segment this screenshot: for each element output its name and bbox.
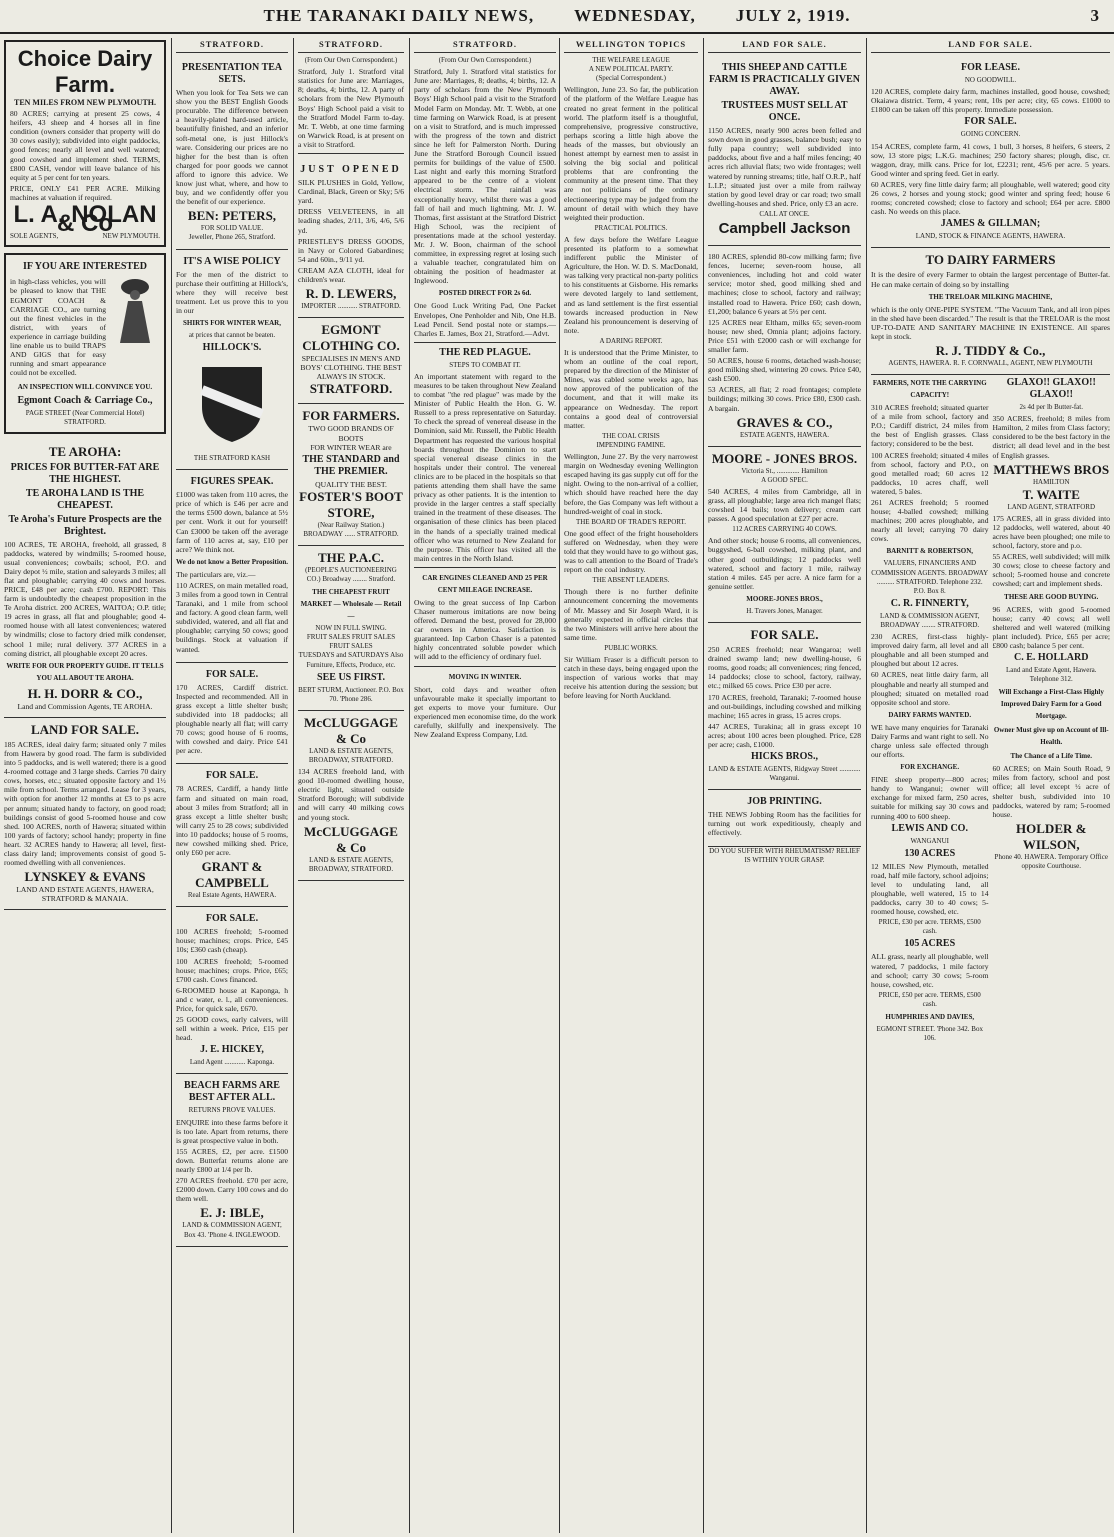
news-body: A few days before the Welfare League presented its platform to a somewhat indifferent public the Minister of Agriculture, the Hon. W. D. S. MacDonald, was talking very practical non-party politics to his constituents at Gisborne. His remarks were devoted largely to land settlement, and as land settlement is the first essential towards increased production in New Zealand his pronouncement is deserving of note. <box>564 234 698 335</box>
ad-listing: 6-ROOMED house at Kaponga, h and c water, e. l., all conveniences. Price, for quick sale, £670. <box>176 985 288 1013</box>
ad-line: A GOOD SPEC. <box>761 475 808 484</box>
agent-sub: H. Travers Jones, Manager. <box>746 606 823 615</box>
treloar-ad <box>871 248 1110 375</box>
agent-sub: AGENTS, HAWERA. R. F. CORNWALL, AGENT, NEW PLYMOUTH <box>888 358 1093 367</box>
ad-listing: 96 ACRES, with good 5-roomed house; carry 40 cows; all well sheltered and well watered (milking plant included). Price, £65 per acre; £800 cash; balance 5 per cent. <box>992 604 1110 650</box>
agent-sub: FOR SOLID VALUE. <box>200 224 264 233</box>
ad-listing: 53 ACRES, all flat; 2 road frontages; complete buildings; milking 30 cows. Price £80, £300 cash. A bargain. <box>708 385 861 413</box>
ad-title: 130 ACRES <box>904 847 956 859</box>
ad-line: BERT STURM, Auctioneer. P.O. Box 70. 'Phone 286. <box>298 685 404 703</box>
agent-sub: Real Estate Agents, HAWERA. <box>187 891 277 900</box>
for-sale-ad <box>176 764 288 907</box>
ad-title: FOR SALE. <box>205 668 259 680</box>
ad-line: TWO GOOD BRANDS OF BOOTS <box>308 424 394 443</box>
page-number: 3 <box>1090 6 1100 25</box>
ad-subtitle: RETURNS PROVE VALUES. <box>188 1106 276 1115</box>
agent-name: C. R. FINNERTY, <box>890 597 969 609</box>
hillocks-ad <box>176 250 288 471</box>
ad-body: When you look for Tea Sets we can show you the BEST English Goods procurable. The difference between a heavily-plated hard-used article, beautifully finished, and an inferior soft-metal one, is just Hillock's ware. Considering our prices are no higher for the best than is often charged for poor goods we cannot afford to ignore this advice. We know just what, where, and how to buy, and we confidently offer you the benefit of our experience. <box>176 88 288 207</box>
ad-listing: 250 ACRES freehold; near Wangaroa; well drained swamp land; new dwelling-house, 6 rooms, good roads; all conveniences; ring fenced, 14 paddocks; close to school, factory, railway, etc.; milked 65 cows. Price £30 per acre. <box>708 645 861 691</box>
ad-line: SEE US FIRST. <box>317 671 385 683</box>
news-subhead: THE BOARD OF TRADE'S REPORT. <box>575 517 687 526</box>
ad-line: We do not know a Better Proposition. <box>176 557 288 566</box>
ad-line: FRUIT SALES FRUIT SALES FRUIT SALES <box>306 633 396 651</box>
news-headline: THE RED PLAGUE. <box>439 346 531 358</box>
ad-body: £1000 was taken from 110 acres, the price of which is £46 per acre and the terms £500 down, balance at 5½ per cent. Work it out for yourself! Can £3000 be taken off the average farm of 110 acres at, say, £10 per acre? We think not. <box>176 490 288 554</box>
column-heading: LAND FOR SALE. <box>871 38 1110 53</box>
egmont-clothing-ad <box>298 318 404 404</box>
agent-sub: LAND & ESTATE AGENTS, Ridgway Street ............ Wanganui. <box>708 765 861 783</box>
ad-body: 185 ACRES, ideal dairy farm; situated only 7 miles from Hawera by good road. The farm is subdivided into 5 paddocks, and is well watered; there is a good 4-roomed cottage and 3 large sheds. Carries 70 dairy cows, horses, etc.; situated opposite factory and 1½ mile from school. Terms arranged. Lease for 3 years, with option for another 12 months at £3 to ps acre per annum; situated handy to factory, on good road; buildings consist of good 5-roomed house and cow shed. 100 ACRES, north of Hawera; situated within 100 yards of factory; school handy; property in fine heart. 32 ACRES handy to Hawera; all level, first-class dairy land; improvements consist of good 5-roomed dwelling with all conveniences. <box>4 739 166 868</box>
agent-name: E. J: IBLE, <box>200 1205 264 1221</box>
ad-title: FOR SALE. <box>205 770 259 782</box>
ad-line: Te Aroha's Future Prospects are the Brightest. <box>8 513 162 537</box>
ad-listing: 78 ACRES, Cardiff, a handy little farm and situated on main road, about 3 miles from Stratford; all in grass except a little shelter bush; will carry 25 to 28 cows; subdivided into 10 paddocks; house of 5 rooms, new cowshed milking shed. Price, only £60 per acre. <box>176 784 288 858</box>
ad-body: THE NEWS Jobbing Room has the facilities for turning out work expeditiously, cheaply and effectively. <box>708 810 861 838</box>
ad-listing: And other stock; house 6 rooms, all conveniences, buggyshed, 6-ball cowshed, milking plant, and other good outbuildings; 12 paddocks well watered, school and factory 1 mile, railway station 4 miles. £45 per acre. A nice farm for a genuine settler. <box>708 536 861 591</box>
news-body: It is understood that the Prime Minister, to whom an outline of the coal report, prepared by the direction of the Minister of Mines, was cabled some weeks ago, has now approved of the publication of the document, and that it will make its appearance on Wednesday. The report contains a good deal of controversial matter. <box>564 348 698 430</box>
ad-line: 112 ACRES CARRYING 40 COWS. <box>732 525 837 534</box>
column-heading: WELLINGTON TOPICS <box>564 38 698 53</box>
column-heading: STRATFORD. <box>176 38 288 53</box>
column-2 <box>172 38 292 1533</box>
ad-listing: 540 ACRES, 4 miles from Cambridge, all in grass, all ploughable; large area rich mangel flats; cowshed 14 bails; town delivery; cream cart passes. A good speculation at £27 per acre. <box>708 486 861 524</box>
agent-name: GRAVES & CO., <box>736 414 833 430</box>
agent-sub: LAND & COMMISSION AGENT, BROADWAY ........ STRATFORD. <box>880 611 980 629</box>
ad-write: WRITE FOR OUR PROPERTY GUIDE. IT TELLS YOU ALL ABOUT TE AROHA. <box>6 661 164 682</box>
agent-name: FOSTER'S BOOT STORE, <box>299 488 403 520</box>
ad-body: For the men of the district to purchase their outfitting at Hillock's, where they will receive best treatment. Let us prove this to you in our <box>176 269 288 315</box>
ad-title: DAIRY FARMS WANTED. <box>888 710 972 719</box>
ad-line: TE AROHA LAND IS THE CHEAPEST. <box>25 487 145 511</box>
byline: (From Our Own Correspondent.) <box>304 56 398 65</box>
ad-line: SHIRTS FOR WINTER WEAR, <box>183 318 281 327</box>
shield-text: THE STRATFORD KASH <box>193 454 271 463</box>
ad-subtitle: TRUSTEES MUST SELL AT ONCE. <box>721 100 848 124</box>
agent-sub: LAND, STOCK & FINANCE AGENTS, HAWERA. <box>915 232 1066 241</box>
agent-sub: LAND AGENT, STRATFORD <box>1007 502 1096 511</box>
news-body: An important statement with regard to the measures to be taken throughout New Zealand to combat "the red plague" was made by the Minister of Public Health the Hon. G. W. Russell to a press representative on Saturday. To check the spread of venereal disease in the Dominion, said Mr. Russell, the Public Health Department has requested the various hospital boards throughout the Dominion to start special venereal disease clinics in the hospitals under their control. The venereal clinics are to be placed in the hospitals so that patients attending them shall have the same privacy as other patients. It is the intention to provide in the larger centres a staff specially trained in the treatment of these diseases. The organisation of these clinics has been placed in the hands of a specially trained medical officer who was returned to New Zealand for the purpose. This officer has visited all the main centres in the North Island. <box>414 371 556 563</box>
ad-price: PRICE, ONLY £41 PER ACRE. Milking machines at valuation if required. <box>10 183 160 202</box>
agent-name: HICKS BROS., <box>751 751 818 763</box>
ad-firm: Egmont Coach & Carriage Co., <box>17 395 153 407</box>
agent-name: H. H. DORR & CO., <box>27 685 143 701</box>
ad-listing: 230 ACRES, first-class highly-improved dairy farm, all level and all ploughable and all been stumped and ploughed but about 12 acres. <box>871 632 989 669</box>
ad-line: THE CHEAPEST FRUIT MARKET — Wholesale — Retail — <box>300 588 402 621</box>
agent-sub: Phone 40. HAWERA. Temporary Office opposite Courthouse. <box>994 852 1108 870</box>
graves-ad <box>708 246 861 447</box>
ad-title: TO DAIRY FARMERS <box>925 252 1056 268</box>
agent-name: Campbell Jackson <box>718 220 851 238</box>
ad-line: The particulars are, viz.— <box>176 569 256 579</box>
ad-body: 80 ACRES; carrying at present 25 cows, 4 heifers, 43 sheep and 4 horses all in fine condition (owners consider that property will do 30 cows easily); subdivided into eight paddocks, good fences; nearly all level and well watered; good cowshed and implement shed. TERMS, £800 CASH, vendor will leave balance of his equity at 5 per cent for ten years. <box>10 109 160 182</box>
ad-listing: 180 ACRES, splendid 80-cow milking farm; five fences, lucerne; seven-room house, all conveniences, including hot and cold water service; motor shed, good milking shed and machines; close to school, factory and railway; installed road to Hawera. Price £60; cash down, £1,200; balance 6 years at 5½ per cent. <box>708 252 861 316</box>
agent-name: R. D. LEWERS, <box>305 286 397 302</box>
ad-subtitle: Owner Must give up on Account of Ill-Health. <box>993 726 1109 747</box>
news-body: Stratford, July 1. Stratford vital statistics for June are: Marriages, 8; deaths, 4; births, 12. A party of scholars from the New Plymouth Boys' High School paid a visit to the Stratford Model Farm to-day. Mr. T. Webb, at one time farming on Warwick Road, is at present on a visit to Stratford. <box>298 67 404 149</box>
ad-listing: 125 ACRES near Eltham, milks 65; seven-room house; new shed, Omnia plant; adjoins factory. Price £51 with £2000 cash or will exchange for smaller farm. <box>708 317 861 354</box>
fosters-ad <box>298 404 404 546</box>
ad-listing: 447 ACRES, Turakina; all in grass except 10 acres; about 100 acres been ploughed. Price, £28 per acre; cash, £1000. <box>708 721 861 749</box>
ad-title: TE AROHA: <box>48 443 122 459</box>
ad-body: ENQUIRE into these farms before it is too late. Apart from returns, there is great prospective value in both. <box>176 1117 288 1145</box>
news-body: Though there is no further definite announcement concerning the movements of Mr. Massey and Sir Joseph Ward, it is generally expected in official circles that the two Ministers will arrive here about the same time. <box>564 587 698 642</box>
agent-name: J. E. HICKEY, <box>200 1044 264 1056</box>
te-aroha-ad <box>4 440 166 718</box>
byline: (Special Correspondent.) <box>596 74 666 83</box>
masthead <box>0 0 1114 34</box>
news-subhead: PRACTICAL POLITICS. <box>594 223 668 232</box>
news-subhead: POSTED DIRECT FOR 2s 6d. <box>438 289 532 298</box>
ad-listing: 155 ACRES, £2, per acre. £1500 down. Butterfat returns alone are nearly £800 at 1/4 per lb. <box>176 1146 288 1175</box>
news-headline: MOVING IN WINTER. <box>448 672 522 681</box>
column-1 <box>0 38 170 1533</box>
ad-title: FOR SALE. <box>750 627 819 643</box>
agent-name: LEWIS AND CO. <box>891 822 968 834</box>
lewers-ad <box>298 158 404 318</box>
news-subhead: THE COAL CRISIS <box>602 431 660 440</box>
agent-name: HUMPHRIES AND DAVIES, <box>885 1013 975 1022</box>
agent-sub: LAND & ESTATE AGENTS, BROADWAY, STRATFORD. <box>308 746 394 764</box>
news-body: Wellington, June 27. By the very narrowest margin on Wednesday evening Wellington escaped having its gas supply cut off for the night. Owing to the non-arrival of a collier, which should have reached here the day before, the Gas Company was left without a hundred-weight of coal in stock. <box>564 452 698 516</box>
ad-title: 105 ACRES <box>904 938 956 950</box>
ad-listing: 60 ACRES, neat little dairy farm, all ploughable and nearly all stumped and ploughed; situated on metalled road opposite school and store. <box>871 670 989 707</box>
ad-title: JOB PRINTING. <box>747 796 822 808</box>
ad-title: FOR SALE. <box>205 913 259 925</box>
column-7 <box>867 38 1114 1533</box>
agent-name: MATTHEWS BROS <box>993 461 1110 477</box>
agent-name: LYNSKEY & EVANS <box>24 869 146 885</box>
agent-name: C. E. HOLLARD <box>1014 652 1089 664</box>
ad-listing: 100 ACRES freehold; situated 4 miles from school, factory and P.O., on good metalled road; 60 acres 12 paddocks, 10 acres chaff, well watered, 5 bales. <box>871 450 989 496</box>
ad-subtitle: GOING CONCERN. <box>960 130 1021 139</box>
ad-price: PRICE, £30 per acre. TERMS, £500 cash. <box>878 918 981 936</box>
ad-title: THESE ARE GOOD BUYING. <box>1004 592 1099 601</box>
news-subhead: IMPENDING FAMINE. <box>596 440 666 449</box>
news-body: Short, cold days and weather often unfavourable make it specially important to get experts to move your furniture. Our experienced men economise time, do the work carefully, skilfully and inexpensively. The New Zealand Express Company, Ltd. <box>414 684 556 739</box>
ad-title: Choice Dairy Farm. <box>17 46 153 97</box>
agent-role: SOLE AGENTS, <box>10 232 59 241</box>
for-sale-ad <box>176 663 288 765</box>
ad-title: EGMONT CLOTHING CO. <box>302 322 400 354</box>
agent-name: MOORE-JONES BROS., <box>746 594 823 603</box>
moore-jones-ad <box>708 447 861 623</box>
ad-title: GLAXO!! GLAXO!! GLAXO!! <box>1006 377 1096 401</box>
agent-sub: Land Agent ............ Kaponga. <box>189 1058 275 1067</box>
agent-name: MOORE - JONES BROS. <box>711 450 858 466</box>
hicks-ad <box>708 623 861 790</box>
column-heading: STRATFORD. <box>298 38 404 53</box>
ad-title: IT'S A WISE POLICY <box>183 255 281 267</box>
column-heading: LAND FOR SALE. <box>708 38 861 53</box>
ad-inspect: AN INSPECTION WILL CONVINCE YOU. <box>17 383 153 392</box>
agent-name: McCLUGGAGE & Co <box>304 714 398 746</box>
ad-title: IF YOU ARE INTERESTED <box>22 261 147 273</box>
ad-title: FOR FARMERS. <box>302 408 400 424</box>
lease-ad <box>871 56 1110 248</box>
ad-listing: 60 ACRES; on Main South Road, 9 miles from factory, school and post office; all level except ½ acre of shelter bush, subdivided into 10 paddocks, watered by ram; 5-roomed house. <box>992 764 1110 819</box>
ad-title: JUST OPENED <box>300 164 402 176</box>
mccluggage-ad <box>298 711 404 881</box>
ad-address: PAGE STREET (Near Commercial Hotel) STRATFORD. <box>25 409 145 427</box>
ad-item: PRIESTLEY'S DRESS GOODS, in Navy or Colored Gabardines; 54 and 60in., 9/11 yd. <box>298 236 404 264</box>
ad-title: BEACH FARMS ARE BEST AFTER ALL. <box>184 1080 280 1104</box>
agent-sub: WANGANUI <box>910 836 949 845</box>
ad-listing: 50 ACRES, house 6 rooms, detached wash-house; good milking shed, wintering 20 cows. Price £40, cash £500. <box>708 356 861 384</box>
ad-title: FARMERS, NOTE THE CARRYING CAPACITY! <box>872 379 987 400</box>
farmers-note-column <box>871 375 989 1043</box>
ad-listing: 110 ACRES, on main metalled road, 3 miles from a good town in Central Taranaki, and 1 mile from school and factory. A good clean farm, well subdivided, watered, and all flat and ploughable; carrying 50 cows; good buildings. Stock at valuation if wanted. <box>176 580 288 654</box>
sheep-farm-ad <box>708 56 861 246</box>
news-subhead: PUBLIC WORKS. <box>604 643 658 652</box>
beach-farms-ad <box>176 1074 288 1246</box>
ad-line: QUALITY THE BEST. <box>315 479 387 489</box>
agent-name: HOLDER & WILSON, <box>1016 820 1087 852</box>
ad-line: CALL AT ONCE. <box>759 209 810 218</box>
ad-body: SPECIALISES IN MEN'S AND BOYS' CLOTHING. THE BEST ALWAYS IN STOCK. <box>300 354 402 382</box>
agent-sub: Victoria St., ............. Hamilton <box>741 466 828 475</box>
ad-line: PRICES FOR BUTTER-FAT ARE THE HIGHEST. <box>10 461 160 485</box>
agent-sub: IMPORTER ........... STRATFORD. <box>301 302 401 311</box>
ad-title: FIGURES SPEAK. <box>190 476 274 488</box>
column-6 <box>704 38 865 1533</box>
ad-listing: 175 ACRES, all in grass divided into 12 paddocks, well watered, about 40 acres have been ploughed; one mile to school, factory, store and p.o. <box>992 513 1110 551</box>
ad-title: FOR EXCHANGE. <box>900 763 960 772</box>
issue-date: JULY 2, 1919. <box>735 6 851 25</box>
ad-title: PRESENTATION TEA SETS. <box>181 62 283 86</box>
news-body: Owing to the great success of Inp Carbon Chaser numerous imitations are now being offered. Demand the best, proved for 28,000 car owners in America. Satisfaction is guaranteed. Inp Carbon Chaser is a patented highly concentrated soluble powder which will add to the efficiency of ordinary fuel. <box>414 597 556 662</box>
ad-listing: 170 ACRES, freehold, Taranaki; 7-roomed house and out-buildings, including cowshed and milking machine; 165 acres in grass, 15 acres crops. <box>708 692 861 720</box>
agent-town: NEW PLYMOUTH. <box>102 232 160 241</box>
ad-listing: 134 ACRES freehold land, with good 10-roomed dwelling house, electric light, situated outside Stratford Borough; will subdivide and will carry 40 milking cows and young stock. <box>298 767 404 822</box>
ad-listing: 270 ACRES freehold. £70 per acre, £2000 down. Carry 100 cows and do them well. <box>176 1176 288 1204</box>
for-sale-ad <box>176 907 288 1074</box>
weekday: WEDNESDAY, <box>574 6 696 25</box>
news-subhead: A DARING REPORT. <box>599 336 663 345</box>
agent-sub: LAND & ESTATE AGENTS, BROADWAY, STRATFORD. <box>308 855 394 873</box>
ad-listing: 100 ACRES freehold; 5-roomed house; machines; crops. Price, £65; £700 cash. Cows financed. <box>176 956 288 984</box>
ad-title: LAND FOR SALE. <box>31 721 139 737</box>
ad-body: It is the desire of every Farmer to obtain the largest percentage of Butter-fat. He can make certain of doing so by installing <box>871 270 1110 289</box>
ad-line: FOR WINTER WEAR are <box>310 442 392 452</box>
ad-title: THE P.A.C. <box>318 550 384 565</box>
ad-listing: 261 ACRES freehold; 5 roomed house; 4-balled cowshed; milking machines; 200 acres ploughable, and nearly all level; carrying 70 dairy cows. <box>871 498 989 544</box>
ad-title: FOR SALE. <box>964 116 1017 128</box>
ad-listing: ALL grass, nearly all ploughable, well watered, 7 paddocks, 1 mile factory and school; carry 30 cows; 5-room house, cowshed, etc. <box>871 952 989 989</box>
byline: (From Our Own Correspondent.) <box>438 56 532 65</box>
agent-line: Jeweller, Phone 265, Stratford. <box>188 233 276 242</box>
ad-item: CREAM AZA CLOTH, ideal for children's wear. <box>298 265 404 284</box>
news-headline: CAR ENGINES CLEANED AND 25 PER CENT MILEAGE INCREASE. <box>422 573 548 594</box>
agent-name: BEN: PETERS, <box>187 208 277 224</box>
ad-subtitle: 2s 4d per lb Butter-fat. <box>1019 403 1083 412</box>
news-subhead: STEPS TO COMBAT IT. <box>449 360 521 369</box>
news-subhead: THE WELFARE LEAGUE <box>592 56 670 65</box>
ad-body: FINE sheep property—800 acres; handy to Wanganui; owner will exchange for mixed farm, 250 acres, suitable for milking say 30 cows and running 400 to 600 sheep. <box>871 775 989 821</box>
ad-line: at prices that cannot be beaten. <box>188 330 276 339</box>
column-3 <box>294 38 408 1533</box>
ad-subtitle: TEN MILES FROM NEW PLYMOUTH. <box>13 98 156 107</box>
agent-name: JAMES & GILLMAN; <box>940 218 1041 230</box>
ad-title: THIS SHEEP AND CATTLE FARM IS PRACTICALLY GIVEN AWAY. <box>708 62 861 98</box>
ad-listing: 154 ACRES, complete farm, 41 cows, 1 bull, 3 horses, 8 heifers, 6 steers, 2 sow, 13 store pigs; L.K.G. machines; 250 factory shares; plough, disc, cr. waggon, dray, milk cans. Price for lot, £2231; rent, 45/6 per acre. 5 years. Good winter and spring feed. Get in early. <box>871 141 1110 178</box>
agent-sub: Land and Estate Agent, Hawera. Telephone 312. <box>1005 666 1097 684</box>
agent-sub: (Near Railway Station.) BROADWAY ...... STRATFORD. <box>303 520 399 538</box>
column-heading: STRATFORD. <box>414 38 556 53</box>
ad-title: FOR LEASE. <box>961 62 1020 74</box>
lady-illustration-icon <box>110 275 160 345</box>
agent-name: McCLUGGAGE & Co <box>304 823 398 855</box>
news-body: One Good Luck Writing Pad, One Packet Envelopes, One Penholder and Nib, One H.B. Lead Pencil. Send postal note or stamps.—Charles E. James, Box 21, Stratford.—Advt. <box>414 301 556 338</box>
glaxo-column <box>993 375 1111 1043</box>
ad-sub: (PEOPLE'S AUCTIONEERING CO.) Broadway ........ Stratford. <box>305 566 397 584</box>
ad-listing: 12 MILES New Plymouth, metalled road, half mile factory, school adjoins; level to undulating land, all ploughable, well watered, 15 to 14 paddocks, carry 30 to 40 cows; 5-roomed house, cowshed, etc. <box>871 861 989 917</box>
stratford-kash-shield-icon <box>197 362 267 446</box>
ad-listing: 310 ACRES freehold; situated quarter of a mile from school, factory and P.O.; Cardiff district, 24 miles from the best of English grasses. Class factory; considered to be the best. <box>871 403 989 449</box>
ad-listing: 55 ACRES, well subdivided; will milk 30 cows; close to cheese factory and school; 5-roomed house and concrete cowshed; cart and implement sheds. <box>992 552 1110 589</box>
ad-listing: 170 ACRES, Cardiff district. Inspected and recommended. All in grass except a little shelter bush; subdivided into 18 paddocks; all ploughable nearly all flat; will carry 70 cows; good house of 6 rooms, with cowshed and dairy. Price £41 per acre. <box>176 682 288 756</box>
news-body: Sir William Fraser is a difficult person to catch in these days, being engaged upon the inspection of various works that may receive his attention during the session; but before leaving for North Auckland. <box>564 655 698 701</box>
agent-sub: LAND AND ESTATE AGENTS, HAWERA, STRATFORD & MANAIA. <box>16 885 154 904</box>
ad-listing: 100 ACRES freehold; 5-roomed house; machines; crops. Price, £45 10s; £360 cash (cheap). <box>176 927 288 955</box>
ad-subtitle: The Chance of a Life Time. <box>1010 752 1092 761</box>
job-printing-ad <box>708 790 861 846</box>
rheumatism-notice: DO YOU SUFFER WITH RHEUMATISM? RELIEF IS WITHIN YOUR GRASP. <box>709 846 860 864</box>
pac-ad <box>298 546 404 711</box>
agent-sub: HAMILTON <box>1032 477 1070 486</box>
ad-listing: 1150 ACRES, nearly 900 acres been felled and sown down in good grasses, balance bush; easy to fully papa country; well subdivided into paddocks, about five and a half miles fencing; 40 acres rich alluvial flats; two wide frontages; well watered by running streams; title, half O.R.P., half L.I.P.; situated just over a mile from railway station by good level dray or car road; two small dwelling-houses and shed. Price, only £3 an acre. <box>708 126 861 208</box>
agent-name: HILLOCK'S. <box>202 342 262 354</box>
agent-sub: EGMONT STREET. 'Phone 342. Box 106. <box>876 1025 983 1043</box>
ad-subtitle: NO GOODWILL. <box>964 76 1017 85</box>
ad-body: 100 ACRES, TE AROHA, freehold, all grassed, 8 paddocks, watered by windmills; 5-roomed house, usual conveniences; cowbails; school, P.O. and Dairy depot ½ mile, station and saleyards 3 miles; all flat and ploughable; carrying 40 cows and horses. PRICE, £48 per acre; cash £700. REPORT: This farm is undoubtedly the cheapest proposition in the Te Aroha district. 200 ACRES, WAITOA; O.P. title; 19 acres in grass, all flat and ploughable; good 4-roomed house with all latest conveniences; watered by windmills; close to factory dried milk condenser, school 1 mile; rural delivery. 377 ACRES in a coming district, all ploughable except 20 acres. <box>4 539 166 658</box>
ad-line: THE TRELOAR MILKING MACHINE, <box>928 292 1053 301</box>
ad-price: PRICE, £50 per acre. TERMS, £500 cash. <box>878 990 981 1008</box>
choice-dairy-farm-ad <box>4 40 166 247</box>
ad-body: WE have many enquiries for Taranaki Dairy Farms and want right to sell. No charge unless sale effected through our efforts. <box>871 722 989 760</box>
ad-town: STRATFORD. <box>309 381 393 397</box>
ad-item: DRESS VELVETEENS, in all leading shades, 2/11, 3/6, 4/6, 5/6 yd. <box>298 207 404 235</box>
ad-listing: 25 GOOD cows, early calvers, will sell within a week. Price, £15 per head. <box>176 1015 288 1043</box>
agent-sub: LAND & COMMISSION AGENT, Box 43. 'Phone 4. INGLEWOOD. <box>182 1221 282 1239</box>
agent-name: BARNITT & ROBERTSON, <box>886 547 974 556</box>
ad-body: in high-class vehicles, you will be pleased to know that THE EGMONT COACH & CARRIAGE CO., are turning out the finest vehicles in the district, with years of experience in carriage building line enable us to build TRAPS AND GIGS that for easy running and smart appearance could not be excelled. <box>10 277 106 378</box>
agent-name: L. A. NOLAN & Co <box>13 201 157 238</box>
agent-sub: ESTATE AGENTS, HAWERA. <box>739 430 830 439</box>
column-4 <box>410 38 560 1533</box>
agent-sub: VALUERS, FINANCIERS AND COMMISSION AGENTS. BROADWAY .......... STRATFORD. Telephone 232. P.O. Box 8. <box>871 559 989 595</box>
ad-line: NOW IN FULL SWING. <box>315 624 387 633</box>
agent-name: T. WAITE <box>1022 486 1080 502</box>
news-body: Stratford, July 1. Stratford vital statistics for June are: Marriages, 8; deaths, 4; births, 12. A party of scholars from the New Plymouth Boys' High School paid a visit to the Stratford Model Farm on Monday. Mr. T. Webb, at one time farming on Warwick Road, is at present on a visit to Stratford, and is much impressed with the progress of the town and district since he left for Palmerston North. During June the Stratford Borough Council issued permits for buildings of the value of £500. Last night and early this morning Stratford appeared to be the centre of a violent electrical storm. The rainfall was exceptionally heavy, whilst there was a good fall of hail and much lightning. Mr. J. W. Thomas, first assistant at the Stratford District High School, was the recipient of presentations made at the school yesterday. Mr. J. W. Boon, chairman of the school committee, in expressing regret at losing such a valuable teacher, congratulated him on obtaining the position of headmaster at Inglewood. <box>414 67 556 286</box>
news-subhead: THE ABSENT LEADERS. <box>592 576 670 585</box>
ad-listing: 120 ACRES, complete dairy farm, machines installed, good house, cowshed; Okaiawa district. Term, 4 years; rent, 10s per acre; city, 65 cows. £1000 to £1800 can be taken off this property. Immediate possession. <box>871 87 1110 115</box>
egmont-coach-ad <box>4 253 166 433</box>
agent-sub: Land and Commission Agents, TE AROHA. <box>17 701 153 711</box>
ad-body: which is the only ONE-PIPE SYSTEM. "The Vacuum Tank, and all iron pipes in the shed have been discarded." The result is that the TRELOAR is the most UP-TO-DATE AND SANITARY MACHINE IN EXISTENCE. All spares kept in stock. <box>871 304 1110 341</box>
column-5 <box>560 38 702 1533</box>
agent-name: R. J. TIDDY & Co., <box>935 342 1046 358</box>
paper-name: THE TARANAKI DAILY NEWS, <box>263 6 535 25</box>
ad-listing: 350 ACRES, freehold; 8 miles from Hamilton, 2 miles from Class factory; considered to be the best factory in the district; all dead level and in the best of English grasses. <box>992 414 1110 460</box>
figures-speak-ad <box>176 470 288 663</box>
news-body: Wellington, June 23. So far, the publication of the platform of the Welfare League has created no great ferment in the political world. The platform itself is a thoughtful, comprehensive, progressive constructive, perhaps scoring a little high above the heads of the masses, but obviously an honest attempt by earnest men to assist in solving the big social and political problems that are confronting the community at the present time. That they are not politicians of the ordinary electioneering type may be judged from the amount of detail with which they have weighted their production. <box>564 85 698 222</box>
news-body: One good effect of the fright householders suffered on Wednesday, when they were told that they would have to go without gas, was to call attention to the Board of Trade's report on the coal industry. <box>564 528 698 575</box>
ad-title: Will Exchange a First-Class Highly Improved Dairy Farm for a Good Mortgage. <box>998 688 1104 721</box>
ad-line: TUESDAYS and SATURDAYS Also Furniture, Effects, Produce, etc. <box>298 651 404 669</box>
tea-sets-ad <box>176 56 288 249</box>
land-for-sale-ad <box>4 718 166 911</box>
agent-name: GRANT & CAMPBELL <box>195 859 269 891</box>
ad-listing: 60 ACRES, very fine little dairy farm; all ploughable, well watered; good city 26 cows, 2 horses and young stock; good winter and spring feed; house 6 rooms; concreted cowshed; close to factory and school; £64 per acre. £800 cash. No weeds on this place. <box>871 179 1110 217</box>
ad-item: SILK PLUSHES in Gold, Yellow, Cardinal, Black, Green or Sky; 5/6 yard. <box>298 178 404 206</box>
ad-brands: THE STANDARD and THE PREMIER. <box>302 453 400 477</box>
news-subhead: A NEW POLITICAL PARTY. <box>588 65 674 74</box>
